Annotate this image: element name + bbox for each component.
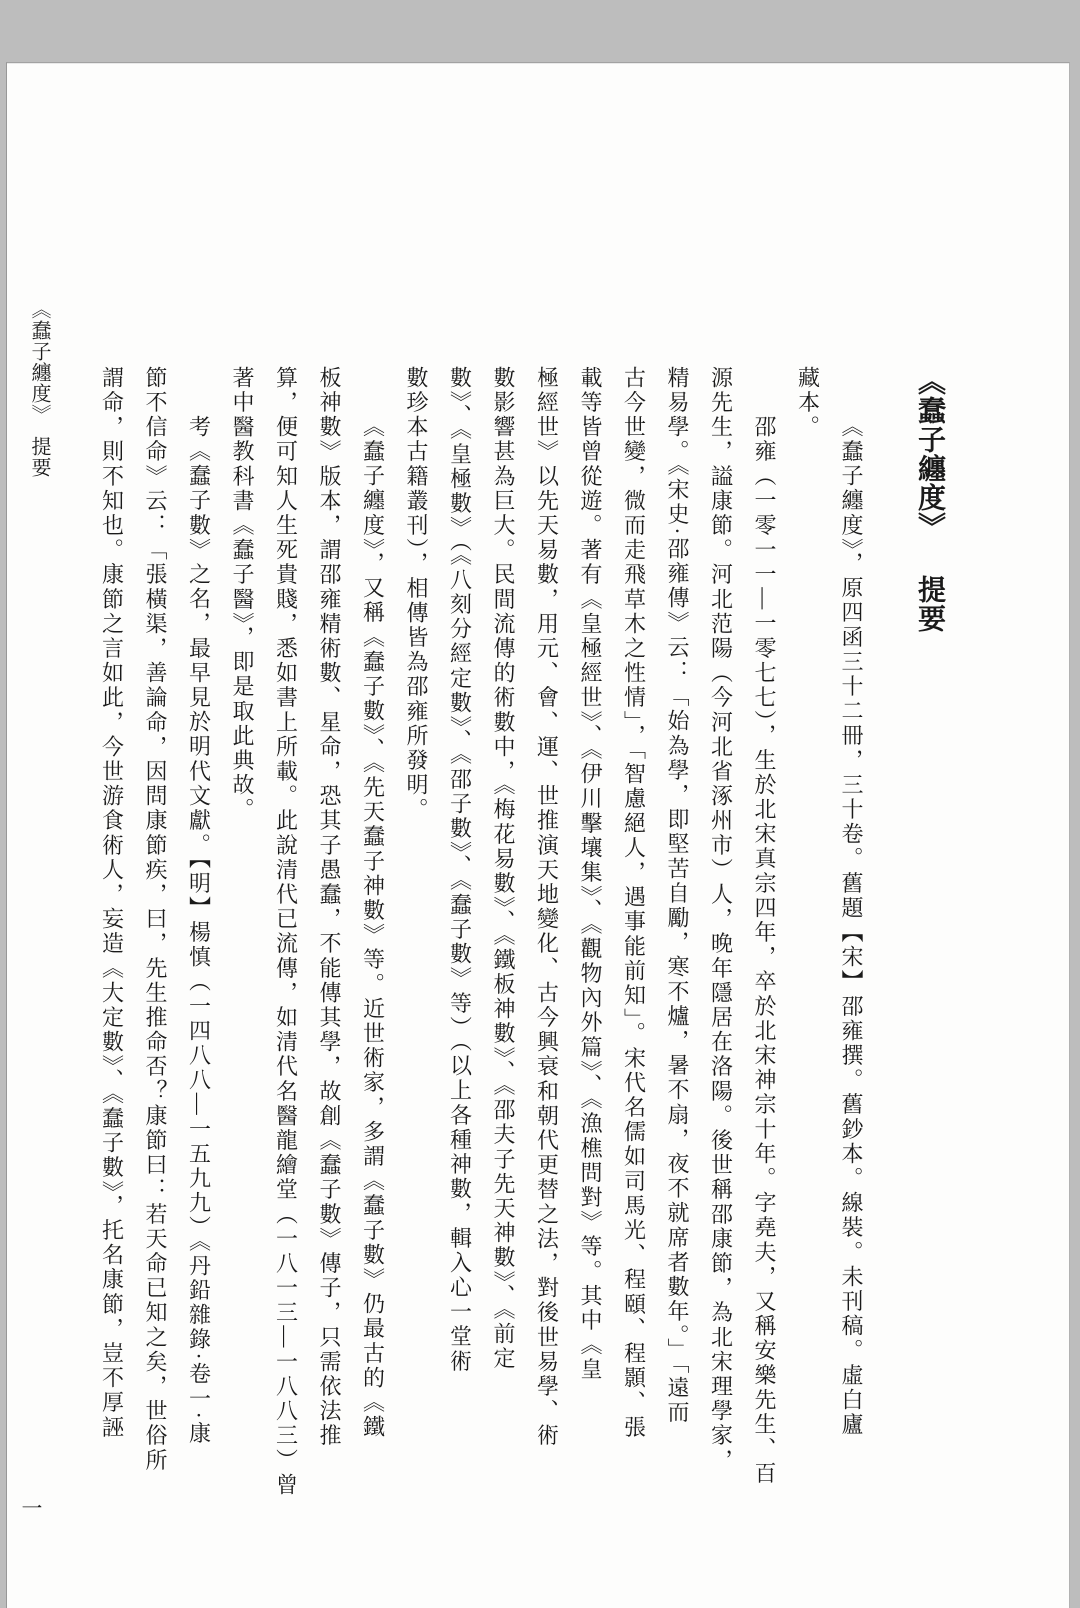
text-column: 邵雍（一零一一—一零七七），生於北宋真宗四年，卒於北宋神宗十年。字堯夫，又稱安樂先生、百: [752, 415, 777, 1487]
page-title: [898, 367, 960, 633]
running-header-book-title: 《蠢子纏度》: [28, 299, 50, 425]
text-column: 謂命，則不知也。康節之言如此，今世游食術人，妄造《大定數》、《蠢子數》，托名康節，豈不厚誣: [99, 366, 125, 1440]
text-column: 源先生，謚康節。河北范陽（今河北省涿州市）人，晚年隱居在洛陽。後世稱邵康節，為北宋理學家，: [708, 366, 734, 1473]
text-column: 著中醫教科書《蠢子醫》，即是取此典故。: [230, 366, 255, 823]
text-column: 極經世》以先天易數，用元、會、運、世推演天地變化、古今興衰和朝代更替之法，對後世易學、術: [534, 366, 560, 1449]
text-column: 古今世變，微而走飛草木之性情」，「智慮絕人，遇事能前知」。宋代名儒如司馬光、程頤、程顥、張: [621, 366, 647, 1440]
running-header: [17, 299, 61, 478]
text-column: 藏本。: [795, 366, 821, 440]
text-column: 《蠢子纏度》，原四函三十二冊，三十卷。舊題【宋】邵雍撰。舊鈔本。線裝。未刊稿。虛白廬: [839, 415, 864, 1438]
running-header-section: 提要: [28, 436, 50, 478]
text-column: 精易學。《宋史·邵雍傳》云：「始為學，即堅苦自勵，寒不爐，暑不扇，夜不就席者數年。」「遠而: [665, 366, 690, 1426]
text-column: 板神數》版本，謂邵雍精術數、星命，恐其子愚蠢，不能傳其學，故創《蠢子數》傳子，只需依法推: [317, 366, 342, 1449]
page-title-book-name: 《蠢子纏度》: [914, 367, 945, 541]
body-text: [89, 366, 873, 1496]
page-title-section: 提要: [914, 574, 945, 633]
text-column: 數影響甚為巨大。民間流傳的術數中，《梅花易數》、《鐵板神數》、《邵夫子先天神數》、《前定: [491, 366, 516, 1372]
page-number: 一: [19, 1497, 43, 1518]
text-column: 節不信命》云：「張橫渠，善論命，因問康節疾，曰，先生推命否？康節曰：若天命已知之矣，世俗所: [143, 366, 168, 1473]
text-column: 載等皆曾從遊。著有《皇極經世》、《伊川擊壤集》、《觀物內外篇》、《漁樵問對》等。其中《皇: [578, 366, 603, 1383]
text-column: 數》、《皇極數》（《八刻分經定數》、《邵子數》、《蠢子數》等）（以上各種神數，輯入心一堂術: [447, 366, 473, 1374]
text-column: 《蠢子纏度》，又稱《蠢子數》、《先天蠢子神數》等。近世術家，多謂《蠢子數》仍最古的《鐵: [360, 415, 386, 1440]
book-page: [6, 62, 1070, 1608]
text-column: 數珍本古籍叢刊），相傳皆為邵雍所發明。: [404, 366, 429, 823]
text-column: 算，便可知人生死貴賤，悉如書上所載。此說清代已流傳，如清代名醫龍繪堂（一八一三—一八八三）曾: [273, 366, 299, 1498]
text-column: 考《蠢子數》之名，最早見於明代文獻。【明】楊慎（一四八八—一五九九）《丹鉛雜錄·卷一·康: [186, 415, 212, 1447]
